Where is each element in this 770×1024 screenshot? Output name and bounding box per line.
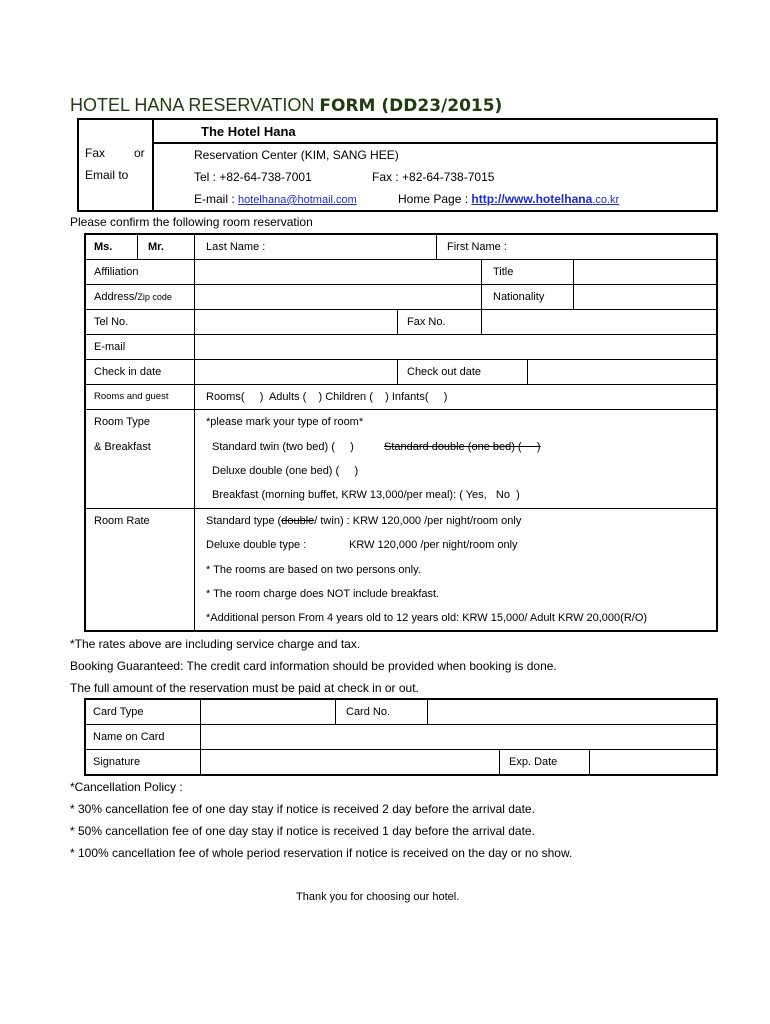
fax-label: Fax — [85, 146, 106, 160]
address-field[interactable] — [196, 286, 480, 308]
rate-standard-pre: Standard type ( — [206, 515, 282, 527]
zip-label-text: Zip code — [137, 292, 172, 302]
fax-no-field[interactable] — [483, 311, 716, 333]
col-divider — [137, 233, 138, 259]
row-divider — [84, 508, 718, 509]
tel-no-label: Tel No. — [94, 316, 129, 328]
homepage-suffix[interactable]: .co.kr — [592, 194, 620, 206]
thank-you-text: Thank you for choosing our hotel. — [296, 891, 460, 903]
hotel-fax: Fax : +82-64-738-7015 — [372, 170, 495, 184]
cancellation-heading: *Cancellation Policy : — [70, 780, 183, 794]
standard-double-option: Standard double (one bed) ( ) — [384, 441, 541, 453]
reservation-center: Reservation Center (KIM, SANG HEE) — [194, 148, 399, 162]
affiliation-label: Affiliation — [94, 266, 139, 278]
address-label — [94, 290, 172, 304]
affiliation-field[interactable] — [196, 261, 480, 283]
check-out-label: Check out date — [407, 366, 481, 378]
room-rate-label: Room Rate — [94, 515, 150, 527]
email-label: E-mail — [94, 341, 126, 353]
address-label-text: Address/ — [94, 291, 138, 303]
breakfast-label: & Breakfast — [94, 441, 151, 453]
signature-label: Signature — [93, 756, 141, 768]
rooms-guest-label: Rooms and guest — [94, 391, 169, 402]
col-divider — [481, 259, 482, 309]
header-vertical-divider — [152, 118, 154, 212]
row-divider — [84, 284, 718, 285]
col-divider — [481, 309, 482, 334]
ms-label: Ms. — [94, 241, 113, 253]
rate-note-additional: *Additional person From 4 years old to 12 years old: KRW 15,000/ Adult KRW 20,000(R/O) — [206, 612, 648, 624]
signature-field[interactable] — [202, 751, 498, 774]
mr-label: Mr. — [148, 241, 164, 253]
title-label: Title — [493, 266, 514, 278]
card-row-divider — [84, 749, 718, 750]
rate-standard — [206, 514, 521, 528]
homepage-link[interactable]: http://www.hotelhana — [471, 192, 593, 206]
hotel-name: The Hotel Hana — [201, 124, 296, 139]
last-name-label: Last Name : — [206, 241, 266, 253]
rate-standard-strike: double — [281, 515, 315, 527]
mark-room-note: *please mark your type of room* — [206, 416, 364, 428]
note-service-charge: *The rates above are including service charge and tax. — [70, 637, 361, 651]
exp-date-label: Exp. Date — [509, 756, 558, 768]
email-to-label: Email to — [85, 168, 129, 182]
hotel-tel: Tel : +82-64-738-7001 — [194, 170, 312, 184]
first-name-label: First Name : — [447, 241, 507, 253]
card-col-divider — [200, 698, 201, 776]
card-col-divider — [335, 698, 336, 724]
col-divider — [397, 359, 398, 384]
rate-standard-post: / twin) : KRW 120,000 /per night/room only — [314, 515, 522, 527]
form-title — [70, 95, 502, 116]
cancellation-100: * 100% cancellation fee of whole period reservation if notice is received on the day or no show. — [70, 846, 573, 860]
deluxe-double-option[interactable]: Deluxe double (one bed) ( ) — [212, 465, 359, 477]
row-divider — [84, 359, 718, 360]
check-out-field[interactable] — [529, 361, 716, 383]
col-divider — [397, 309, 398, 334]
note-booking-guaranteed: Booking Guaranteed: The credit card information should be provided when booking is done. — [70, 659, 557, 673]
hotel-email-link[interactable]: hotelhana@hotmail.com — [238, 194, 357, 206]
hotel-email-line — [194, 192, 357, 208]
check-in-field[interactable] — [196, 361, 396, 383]
title-field[interactable] — [575, 261, 716, 283]
card-type-label: Card Type — [93, 706, 144, 718]
cancellation-30: * 30% cancellation fee of one day stay if notice is received 2 day before the arrival date. — [70, 802, 535, 816]
hotel-email-label: E-mail : — [194, 192, 239, 206]
form-title-normal: HOTEL HANA RESERVATION — [70, 95, 320, 115]
card-no-field[interactable] — [429, 700, 716, 723]
form-title-bold: FORM (DD23/2015) — [319, 96, 503, 116]
breakfast-option[interactable]: Breakfast (morning buffet, KRW 13,000/per meal): ( Yes, No ) — [212, 489, 520, 501]
cancellation-50: * 50% cancellation fee of one day stay if notice is received 1 day before the arrival date. — [70, 824, 535, 838]
row-divider — [84, 409, 718, 410]
name-on-card-label: Name on Card — [93, 731, 165, 743]
card-col-divider — [589, 749, 590, 776]
rate-note-persons: * The rooms are based on two persons only. — [206, 564, 421, 576]
card-row-divider — [84, 724, 718, 725]
rate-note-breakfast: * The room charge does NOT include breakfast. — [206, 588, 440, 600]
col-divider — [573, 259, 574, 309]
email-field[interactable] — [196, 336, 716, 358]
rooms-guest-line[interactable]: Rooms( ) Adults ( ) Children ( ) Infants( ) — [206, 391, 448, 403]
fax-no-label: Fax No. — [407, 316, 446, 328]
or-label: or — [134, 146, 145, 160]
standard-twin-option[interactable]: Standard twin (two bed) ( ) — [212, 441, 354, 453]
col-divider — [194, 233, 195, 632]
tel-no-field[interactable] — [196, 311, 396, 333]
col-divider — [436, 233, 437, 259]
confirm-text: Please confirm the following room reservation — [70, 215, 313, 229]
row-divider — [84, 259, 718, 260]
room-type-label: Room Type — [94, 416, 151, 428]
row-divider — [84, 334, 718, 335]
row-divider — [84, 384, 718, 385]
rate-deluxe-label: Deluxe double type : — [206, 539, 307, 551]
note-full-amount: The full amount of the reservation must be paid at check in or out. — [70, 681, 419, 695]
col-divider — [527, 359, 528, 384]
header-horizontal-divider — [152, 142, 718, 144]
card-col-divider — [499, 749, 500, 776]
rate-deluxe-value: KRW 120,000 /per night/room only — [349, 539, 518, 551]
card-no-label: Card No. — [346, 706, 391, 718]
nationality-label: Nationality — [493, 291, 545, 303]
homepage-label: Home Page : — [398, 192, 472, 206]
card-col-divider — [427, 698, 428, 724]
hotel-homepage-line — [398, 192, 619, 208]
exp-date-field[interactable] — [591, 751, 716, 774]
nationality-field[interactable] — [575, 286, 716, 308]
name-on-card-field[interactable] — [202, 726, 716, 748]
row-divider — [84, 309, 718, 310]
card-type-field[interactable] — [202, 700, 334, 723]
check-in-label: Check in date — [94, 366, 162, 378]
